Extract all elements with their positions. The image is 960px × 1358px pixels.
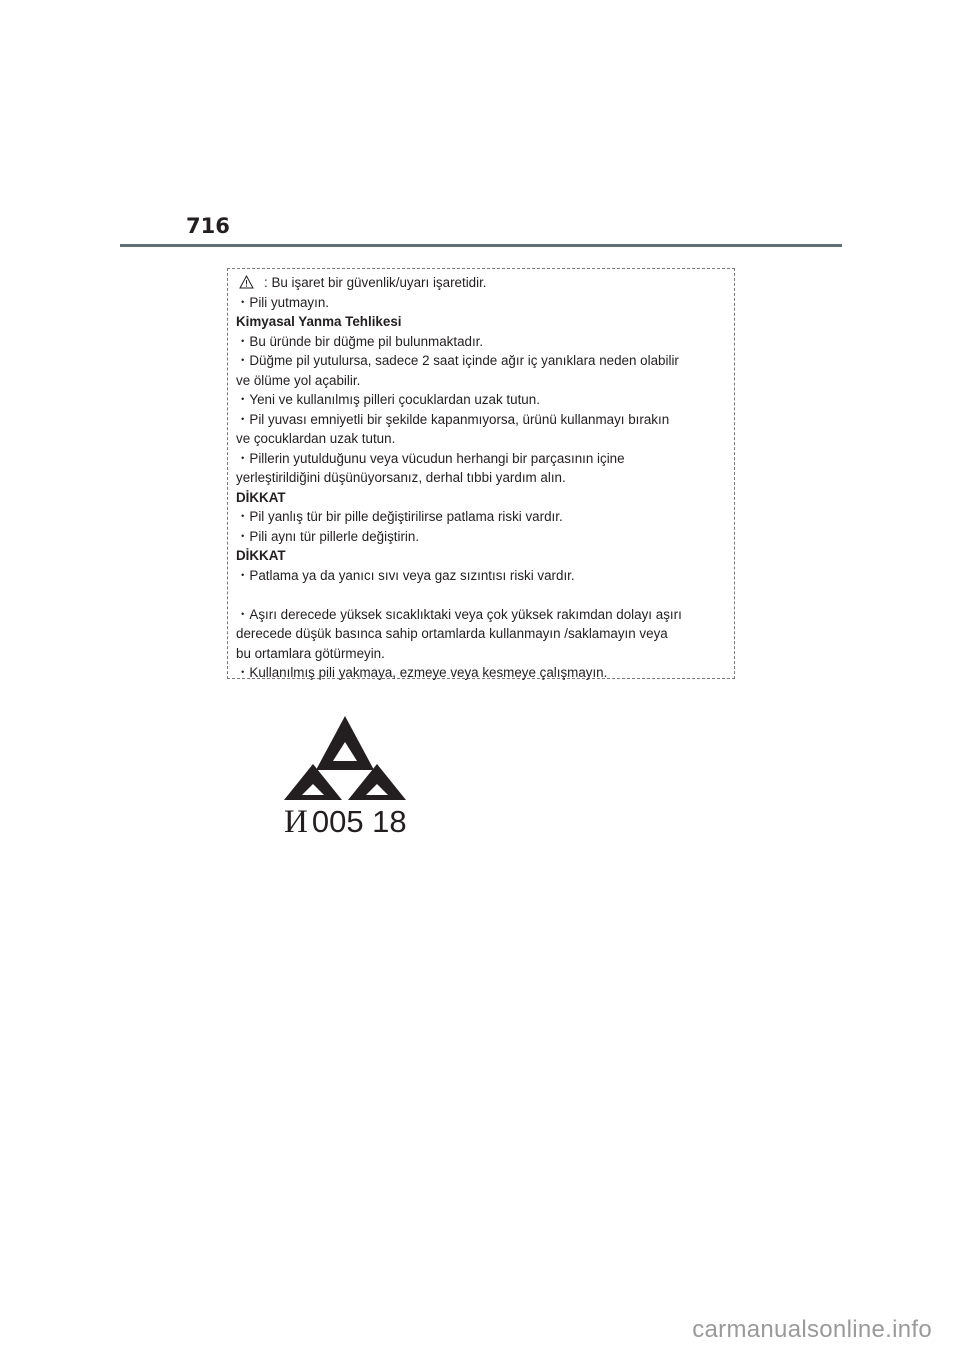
warning-line: bu ortamlara götürmeyin.	[236, 645, 385, 661]
spacer	[236, 585, 726, 605]
warning-triangle-icon	[239, 275, 254, 289]
certification-prefix: И	[284, 804, 308, 840]
warning-line: ・Pil yuvası emniyetli bir şekilde kapanmıyorsa, ürünü kullanmayı bırakın	[236, 411, 670, 427]
warning-line: ・Patlama ya da yanıcı sıvı veya gaz sızıntısı riski vardır.	[236, 567, 575, 583]
warning-line: ・Aşırı derecede yüksek sıcaklıktaki veya çok yüksek rakımdan dolayı aşırı	[236, 606, 682, 622]
certification-code	[284, 804, 407, 841]
warning-line: ・Düğme pil yutulursa, sadece 2 saat içinde ağır iç yanıklara neden olabilir	[236, 353, 679, 368]
warning-legend-text: : Bu işaret bir güvenlik/uyarı işaretidir.	[264, 275, 487, 290]
warning-line: ・Pili aynı tür pillerle değiştirin.	[236, 528, 420, 544]
certification-number: 005 18	[311, 804, 407, 839]
warning-line: ・Pillerin yutulduğunu veya vücudun herhangi bir parçasının içine	[236, 450, 625, 466]
warning-line: ・Kullanılmış pili yakmaya, ezmeye veya kesmeye çalışmayın.	[236, 665, 608, 680]
warning-line: ・Pil yanlış tür bir pille değiştirilirse patlama riski vardır.	[236, 509, 563, 524]
warning-line: ・Yeni ve kullanılmış pilleri çocuklardan uzak tutun.	[236, 392, 540, 407]
warning-heading: Kimyasal Yanma Tehlikesi	[236, 314, 402, 329]
footer-watermark: carmanualsonline.info	[692, 1316, 932, 1343]
caution-heading: DİKKAT	[236, 548, 286, 563]
warning-legend-line	[236, 273, 726, 293]
caution-heading: DİKKAT	[236, 489, 286, 505]
warning-line: yerleştirildiğini düşünüyorsanız, derhal tıbbi yardım alın.	[236, 470, 566, 485]
battery-warning-box	[227, 268, 735, 679]
header-rule	[120, 244, 842, 247]
warning-line: ・Bu üründe bir düğme pil bulunmaktadır.	[236, 333, 484, 349]
warning-line: derecede düşük basınca sahip ortamlarda kullanmayın /saklamayın veya	[236, 626, 668, 641]
page-number: 716	[186, 214, 230, 238]
warning-line: ve ölüme yol açabilir.	[236, 372, 361, 388]
warning-line: ・Pili yutmayın.	[236, 294, 330, 310]
warning-line: ve çocuklardan uzak tutun.	[236, 431, 396, 446]
